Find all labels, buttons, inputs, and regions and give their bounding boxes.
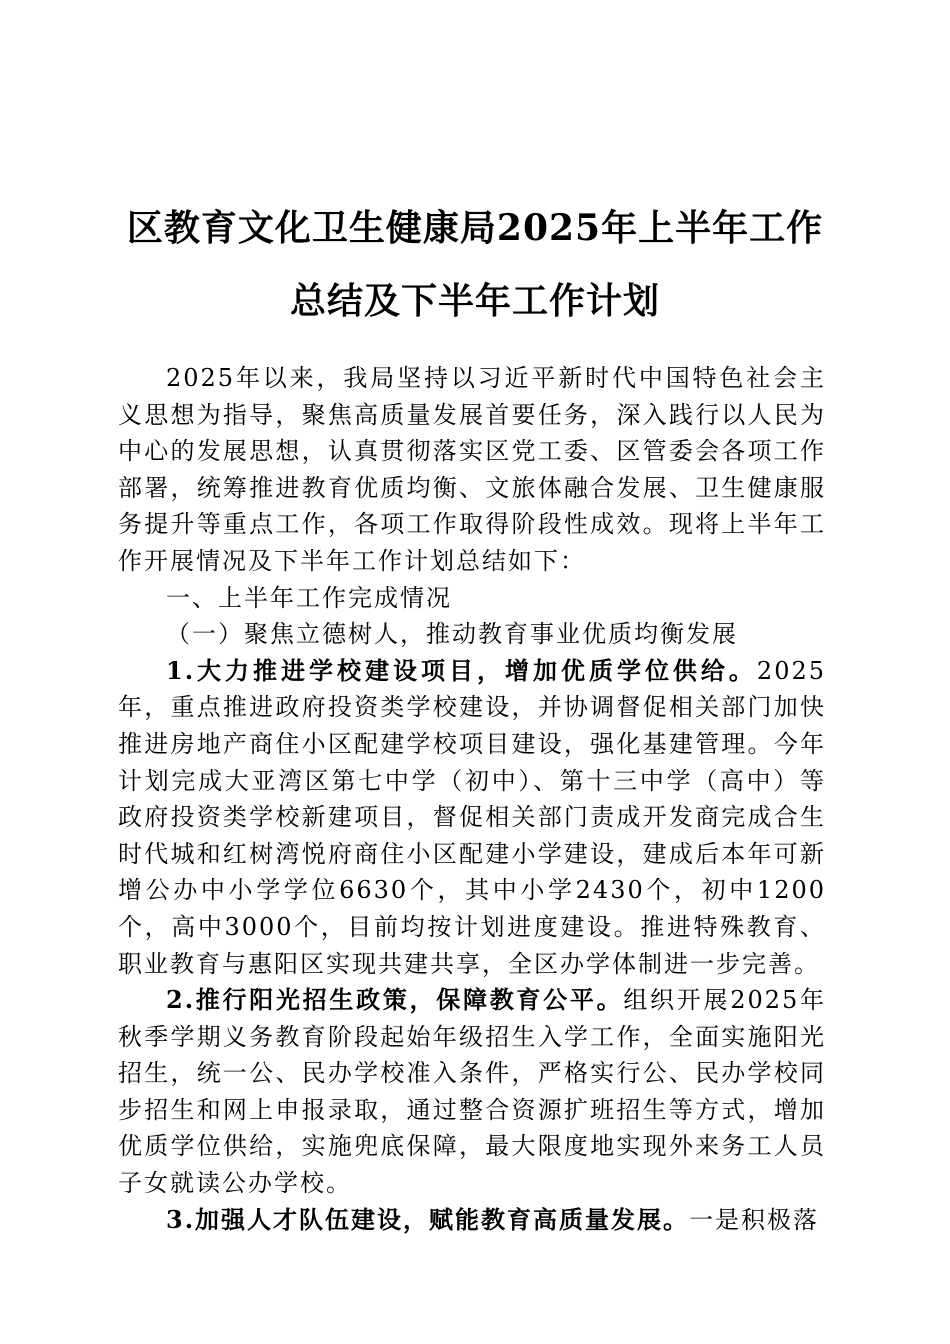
item-body: 一是积极落 (689, 1205, 820, 1234)
item-body: 2025年，重点推进政府投资类学校建设，并协调督促相关部门加快推进房地产商住小区配建学校项目建设，强化基建管理。今年计划完成大亚湾区第七中学（初中）、第十三中学（高中）等政府投资类学校新建项目，督促相关部门责成开发商完成合生时代城和红树湾悦府商住小区配建小学建设，建成后本年可新增公办中小学学位6630个，其中小学2430个，初中1200个，高中3000个，目前均按计划进度建设。推进特殊教育、职业教育与惠阳区实现共建共享，全区办学体制进一步完善。 (118, 656, 826, 978)
item-lead: 3.加强人才队伍建设，赋能教育高质量发展。 (166, 1204, 690, 1234)
subsection-heading: （一）聚焦立德树人，推动教育事业优质均衡发展 (166, 620, 738, 649)
item-body: 组织开展2025年秋季学期义务教育阶段起始年级招生入学工作，全面实施阳光招生，统一公、民办学校准入条件，严格实行公、民办学校同步招生和网上申报录取，通过整合资源扩班招生等方式，增加优质学位供给，实施兜底保障，最大限度地实现外来务工人员子女就读公办学校。 (118, 986, 826, 1198)
section-heading: 一、上半年工作完成情况 (166, 583, 452, 612)
document-title: 区教育文化卫生健康局2025年上半年工作总结及下半年工作计划 (126, 207, 824, 322)
item-paragraph-2 (118, 982, 826, 1202)
item-paragraph-1 (118, 653, 826, 982)
intro-paragraph: 2025年以来，我局坚持以习近平新时代中国特色社会主义思想为指导，聚焦高质量发展首要任务，深入践行以人民为中心的发展思想，认真贯彻落实区党工委、区管委会各项工作部署，统筹推进教育优质均衡、文旅体融合发展、卫生健康服务提升等重点工作，各项工作取得阶段性成效。现将上半年工作开展情况及下半年工作计划总结如下： (118, 364, 826, 575)
item-lead: 1.大力推进学校建设项目，增加优质学位供给。 (166, 655, 757, 685)
item-lead: 2.推行阳光招生政策，保障教育公平。 (166, 985, 624, 1015)
item-paragraph-3 (118, 1202, 826, 1239)
document-body (118, 360, 826, 1238)
